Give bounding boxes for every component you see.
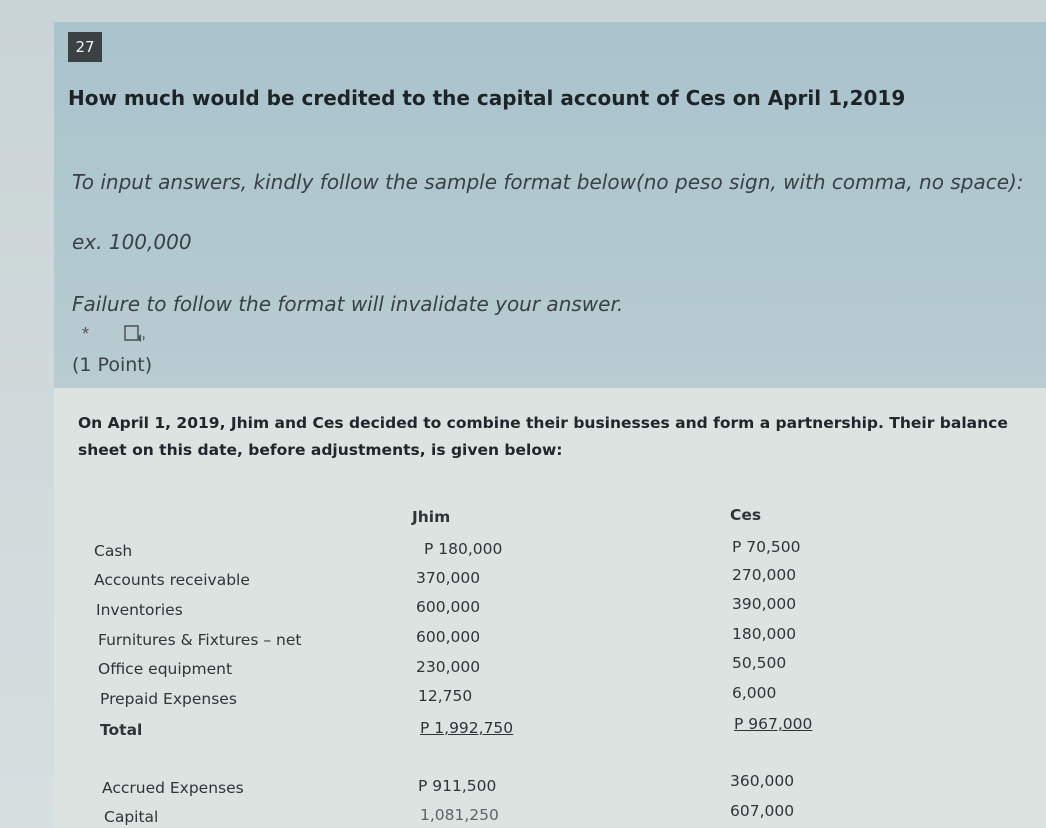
- jhim-value: 600,000: [416, 598, 481, 616]
- balance-sheet: [54, 388, 1046, 828]
- row-label: Office equipment: [98, 660, 233, 678]
- question-header: [54, 22, 1046, 388]
- row-label: Capital: [104, 808, 159, 826]
- ces-value: 390,000: [732, 595, 797, 613]
- row-label: Accounts receivable: [94, 571, 250, 589]
- ces-value: P 70,500: [732, 538, 801, 556]
- warning-text: Failure to follow the format will invalidate your answer.: [72, 292, 624, 316]
- column-header-jhim: Jhim: [412, 508, 451, 526]
- ces-value: 50,500: [732, 654, 787, 672]
- speaker-icon[interactable]: [124, 324, 146, 344]
- question-title: How much would be credited to the capital account of Ces on April 1,2019: [68, 86, 906, 110]
- ces-value: 607,000: [730, 802, 795, 820]
- jhim-value: 370,000: [416, 569, 481, 587]
- jhim-value: 12,750: [418, 687, 473, 705]
- jhim-value: 230,000: [416, 658, 481, 676]
- row-label: Prepaid Expenses: [100, 690, 237, 708]
- row-label: Inventories: [96, 601, 183, 619]
- jhim-value: 600,000: [416, 628, 481, 646]
- required-marker: *: [82, 324, 90, 344]
- column-header-ces: Ces: [730, 506, 762, 524]
- row-label: Furnitures & Fixtures – net: [98, 631, 302, 649]
- row-label: Cash: [94, 542, 133, 560]
- jhim-value: P 180,000: [424, 540, 503, 558]
- example-text: ex. 100,000: [72, 230, 192, 254]
- ces-total: P 967,000: [734, 715, 813, 733]
- ces-value: 360,000: [730, 772, 795, 790]
- ces-value: 270,000: [732, 566, 797, 584]
- total-label: Total: [100, 721, 143, 739]
- problem-intro: On April 1, 2019, Jhim and Ces decided to combine their businesses and form a partnership. Their balance sheet on this date, before adjustments, is given below:: [78, 414, 1008, 459]
- question-number: 27: [68, 32, 102, 62]
- ces-value: 180,000: [732, 625, 797, 643]
- points-label: (1 Point): [72, 354, 153, 376]
- instruction-text: To input answers, kindly follow the sample format below(no peso sign, with comma, no space):: [72, 170, 1024, 194]
- problem-content: [54, 388, 1046, 828]
- ces-value: 6,000: [732, 684, 777, 702]
- row-label: Accrued Expenses: [102, 779, 244, 797]
- jhim-total: P 1,992,750: [420, 719, 514, 737]
- jhim-value: P 911,500: [418, 777, 497, 795]
- jhim-value: 1,081,250: [420, 806, 499, 824]
